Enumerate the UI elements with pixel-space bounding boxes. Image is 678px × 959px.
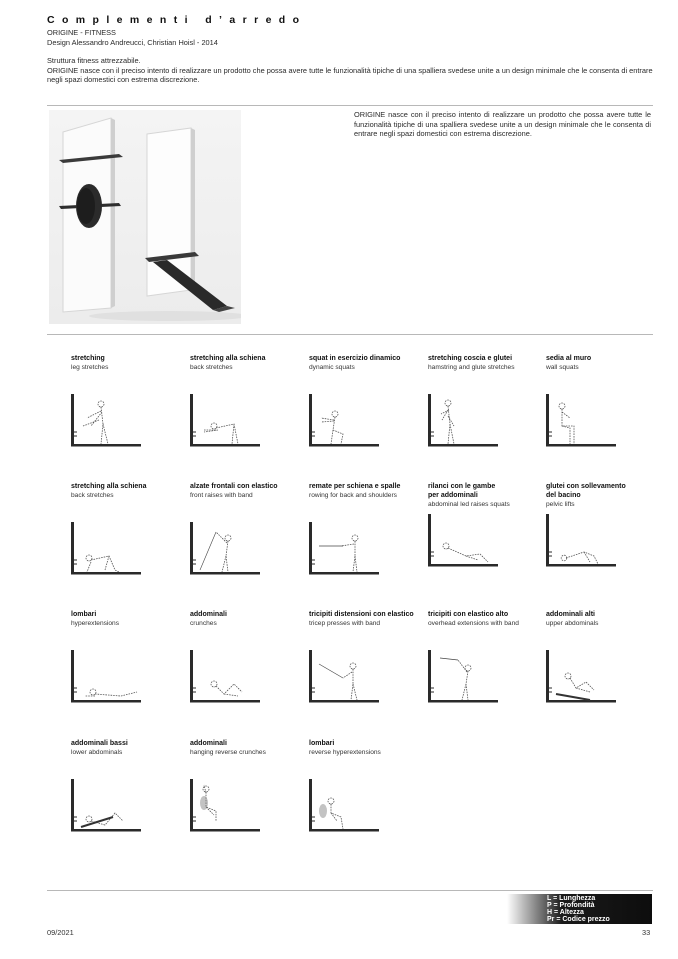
exercise-card [309, 354, 429, 372]
exercise-illustration [71, 779, 143, 838]
floor-line [190, 572, 260, 575]
exercise-subtitle: pelvic lifts [546, 501, 575, 508]
exercise-subtitle: leg stretches [71, 364, 109, 371]
product-photo [49, 110, 241, 324]
exercise-subtitle: abdominal led raises squats [428, 501, 510, 508]
designer-credit: Design Alessandro Andreucci, Christian Hoisl - 2014 [47, 38, 218, 47]
exercise-illustration [71, 522, 143, 581]
exercise-diagram [428, 514, 500, 568]
exercise-card [71, 610, 191, 628]
exercise-title: addominali bassi [71, 740, 128, 747]
exercise-illustration [428, 514, 500, 573]
exercise-title: tricipiti con elastico alto [428, 611, 509, 618]
exercise-subtitle: back stretches [71, 492, 114, 499]
exercise-subtitle: dynamic squats [309, 364, 355, 371]
legend-height: H = Altezza [547, 909, 584, 916]
exercise-subtitle: lower abdominals [71, 749, 123, 756]
exercise-card [309, 482, 429, 500]
exercise-subtitle: crunches [190, 620, 217, 627]
wall-panel [309, 522, 312, 574]
exercise-subtitle: front raises with band [190, 492, 253, 499]
exercise-card [71, 354, 191, 372]
product-description: ORIGINE nasce con il preciso intento di realizzare un prodotto che possa avere tutte le funzionalità tipiche di una spalliera svedese unite a un design minimale che le consenta di entrare negli spazi domestici con estrema discrezione. [354, 110, 651, 139]
exercise-card [190, 739, 310, 757]
exercise-diagram [428, 650, 500, 704]
floor-line [309, 829, 379, 832]
exercise-title: tricipiti distensioni con elastico [309, 611, 414, 618]
exercise-diagram [309, 522, 381, 576]
exercise-title: addominali [190, 611, 227, 618]
wall-panel [428, 394, 431, 446]
exercise-card [190, 610, 310, 628]
exercise-title: stretching [71, 355, 105, 362]
wall-panel [428, 514, 431, 566]
exercise-illustration [71, 394, 143, 453]
exercise-illustration [309, 394, 381, 453]
exercise-subtitle: upper abdominals [546, 620, 599, 627]
exercise-subtitle: overhead extensions with band [428, 620, 519, 627]
exercise-diagram [309, 650, 381, 704]
floor-line [309, 700, 379, 703]
floor-line [71, 444, 141, 447]
wall-panel [71, 650, 74, 702]
exercise-diagram [428, 394, 500, 448]
wall-panel [309, 779, 312, 831]
divider-top [47, 105, 653, 106]
divider-middle [47, 334, 653, 335]
wall-panel [546, 514, 549, 566]
floor-line [428, 700, 498, 703]
exercise-subtitle: hamstring and glute stretches [428, 364, 515, 371]
exercise-card [546, 610, 666, 628]
exercise-diagram [309, 779, 381, 833]
wall-panel [190, 394, 193, 446]
product-render [49, 110, 241, 324]
exercise-title: lombari [309, 740, 335, 747]
wall-panel [546, 650, 549, 702]
wall-panel [309, 394, 312, 446]
floor-line [546, 444, 616, 447]
exercise-title: glutei con sollevamento del bacino [546, 483, 626, 499]
exercise-diagram [71, 650, 143, 704]
exercise-subtitle: hyperextensions [71, 620, 120, 627]
exercise-subtitle: reverse hyperextensions [309, 749, 381, 756]
floor-line [309, 572, 379, 575]
exercise-title: rilanci con le gambe per addominali [428, 483, 496, 499]
wall-panel [546, 394, 549, 446]
wall-panel [190, 522, 193, 574]
exercise-title: addominali alti [546, 611, 596, 618]
exercise-card [428, 354, 548, 372]
exercise-diagram [546, 394, 618, 448]
legend-depth: P = Profondità [547, 902, 595, 909]
floor-line [428, 444, 498, 447]
exercise-title: addominali [190, 740, 227, 747]
wall-panel [190, 779, 193, 831]
exercise-title: squat in esercizio dinamico [309, 355, 401, 362]
exercise-diagram [190, 394, 262, 448]
floor-line [71, 572, 141, 575]
exercise-diagram [71, 522, 143, 576]
exercise-subtitle: hanging reverse crunches [190, 749, 266, 756]
wall-panel [71, 522, 74, 574]
exercise-title: lombari [71, 611, 97, 618]
exercise-card [546, 354, 666, 372]
exercise-title: remate per schiena e spalle [309, 483, 401, 490]
floor-line [71, 829, 141, 832]
exercise-illustration [428, 394, 500, 453]
exercise-diagram [190, 522, 262, 576]
exercise-card [190, 482, 310, 500]
floor-line [71, 700, 141, 703]
floor-line [190, 829, 260, 832]
exercise-card [546, 482, 666, 509]
exercise-illustration [309, 522, 381, 581]
wall-panel [309, 650, 312, 702]
floor-line [309, 444, 379, 447]
exercise-illustration [546, 650, 618, 709]
exercise-illustration [190, 522, 262, 581]
floor-line [546, 700, 616, 703]
floor-line [546, 564, 616, 567]
exercise-illustration [309, 650, 381, 709]
page-number: 33 [642, 928, 651, 937]
dimensions-legend [507, 894, 652, 924]
exercise-diagram [190, 779, 262, 833]
exercise-title: stretching alla schiena [71, 483, 147, 490]
exercise-card [428, 610, 548, 628]
exercise-illustration [190, 394, 262, 453]
product-name: ORIGINE - FITNESS [47, 28, 116, 37]
exercise-illustration [546, 514, 618, 573]
exercise-diagram [546, 650, 618, 704]
exercise-illustration [71, 650, 143, 709]
exercise-subtitle: back stretches [190, 364, 233, 371]
exercise-card [190, 354, 310, 372]
exercise-diagram [71, 394, 143, 448]
exercise-diagram [546, 514, 618, 568]
legend-length: L = Lunghezza [547, 895, 596, 902]
exercise-subtitle: wall squats [546, 364, 579, 371]
exercise-card [428, 482, 548, 509]
wall-panel [190, 650, 193, 702]
floor-line [190, 444, 260, 447]
intro-line-2: ORIGINE nasce con il preciso intento di realizzare un prodotto che possa avere tutte le funzionalità tipiche di una spalliera svedese unite a un design minimale che le consenta di entrare negli spazi domestici con estrema discrezione. [47, 65, 653, 85]
exercise-illustration [190, 779, 262, 838]
floor-line [428, 564, 498, 567]
exercise-illustration [546, 394, 618, 453]
exercise-illustration [309, 779, 381, 838]
divider-bottom [47, 890, 653, 891]
exercise-subtitle: tricep presses with band [309, 620, 381, 627]
exercise-title: sedia al muro [546, 355, 592, 362]
exercise-title: alzate frontali con elastico [190, 483, 278, 490]
intro-text [47, 56, 657, 85]
exercise-illustration [190, 650, 262, 709]
exercise-diagram [309, 394, 381, 448]
floor-line [190, 700, 260, 703]
section-title: Complementi d’arredo [47, 14, 307, 26]
wall-panel [71, 394, 74, 446]
footer-date: 09/2021 [47, 928, 74, 937]
wall-panel [428, 650, 431, 702]
exercise-card [309, 610, 429, 628]
exercise-title: stretching coscia e glutei [428, 355, 513, 362]
exercise-subtitle: rowing for back and shoulders [309, 492, 397, 499]
exercise-diagram [71, 779, 143, 833]
exercise-card [309, 739, 429, 757]
exercise-diagram [190, 650, 262, 704]
intro-line-1: Struttura fitness attrezzabile. [47, 56, 141, 65]
exercise-card [71, 482, 191, 500]
legend-price-code: Pr = Codice prezzo [547, 916, 610, 923]
exercise-card [71, 739, 191, 757]
wall-panel [71, 779, 74, 831]
exercise-illustration [428, 650, 500, 709]
exercise-title: stretching alla schiena [190, 355, 266, 362]
